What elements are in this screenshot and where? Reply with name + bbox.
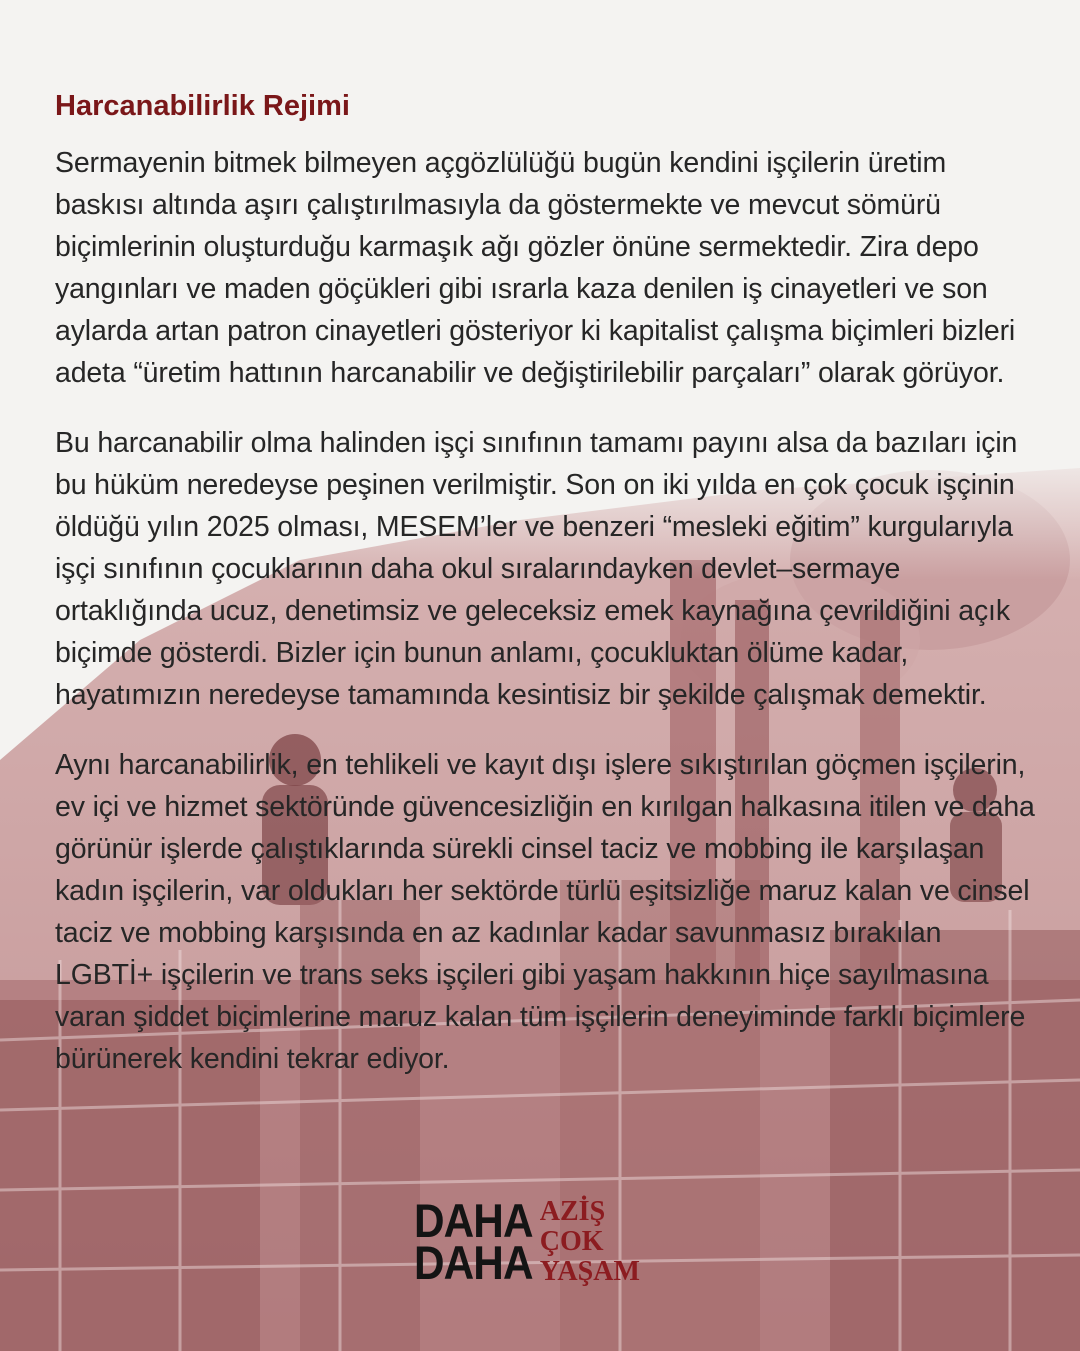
logo-daha-line-2: DAHA: [414, 1236, 533, 1289]
logo-word-1: AZİŞ: [539, 1196, 606, 1227]
logo-daha-line-1: DAHA: [414, 1194, 533, 1247]
logo-words-block: [540, 1197, 640, 1287]
paragraph-1: Sermayenin bitmek bilmeyen açgözlülüğü bugün kendini işçilerin üretim baskısı altında aşırı çalıştırılmasıyla da göstermekte ve mevcut sömürü biçimlerinin oluşturduğu karmaşık ağı gözler önüne sermektedir. Zira depo yangınları ve maden göçükleri gibi ısrarla kaza denilen iş cinayetleri ve son aylarda artan patron cinayetleri gösteriyor ki kapitalist çalışma biçimleri bizleri adeta “üretim hattının harcanabilir ve değiştirilebilir parçaları” olarak görüyor.: [55, 147, 1016, 389]
paragraph-3: Aynı harcanabilirlik, en tehlikeli ve kayıt dışı işlere sıkıştırılan göçmen işçilerin, ev içi ve hizmet sektöründe güvencesizliğin en kırılgan halkasına itilen ve daha görünür işlerde çalıştıklarında sürekli cinsel taciz ve mobbing ile karşılaşan kadın işçilerin, var oldukları her sektörde türlü eşitsizliğe maruz kalan ve cinsel taciz ve mobbing karşısında en az kadınlar kadar savunmasız bırakılan LGBTİ+ işçilerin ve trans seks işçileri gibi yaşam hakkının hiçe sayılmasına varan şiddet biçimlerine maruz kalan tüm işçilerin deneyiminde farklı biçimlere bürünerek kendini tekrar ediyor.: [55, 749, 1035, 1075]
page-title: Harcanabilirlik Rejimi: [55, 90, 350, 122]
logo-word-3: YAŞAM: [539, 1256, 640, 1287]
logo-word-2: ÇOK: [539, 1226, 604, 1257]
logo-daha-block: [414, 1194, 533, 1289]
daha-daha-logo: [414, 1194, 640, 1289]
paragraph-2: Bu harcanabilir olma halinden işçi sınıfının tamamı payını alsa da bazıları için bu hüküm neredeyse peşinen verilmiştir. Son on iki yılda en çok çocuk işçinin öldüğü yılın 2025 olması, MESEM’ler ve benzeri “mesleki eğitim” kurgularıyla işçi sınıfının çocuklarının daha okul sıralarındayken devlet–sermaye ortaklığında ucuz, denetimsiz ve geleceksiz emek kaynağına çevrildiğini açık biçimde gösterdi. Bizler için bunun anlamı, çocukluktan ölüme kadar, hayatımızın neredeyse tamamında kesintisiz bir şekilde çalışmak demektir.: [55, 427, 1018, 711]
article-content: [55, 86, 1035, 1108]
